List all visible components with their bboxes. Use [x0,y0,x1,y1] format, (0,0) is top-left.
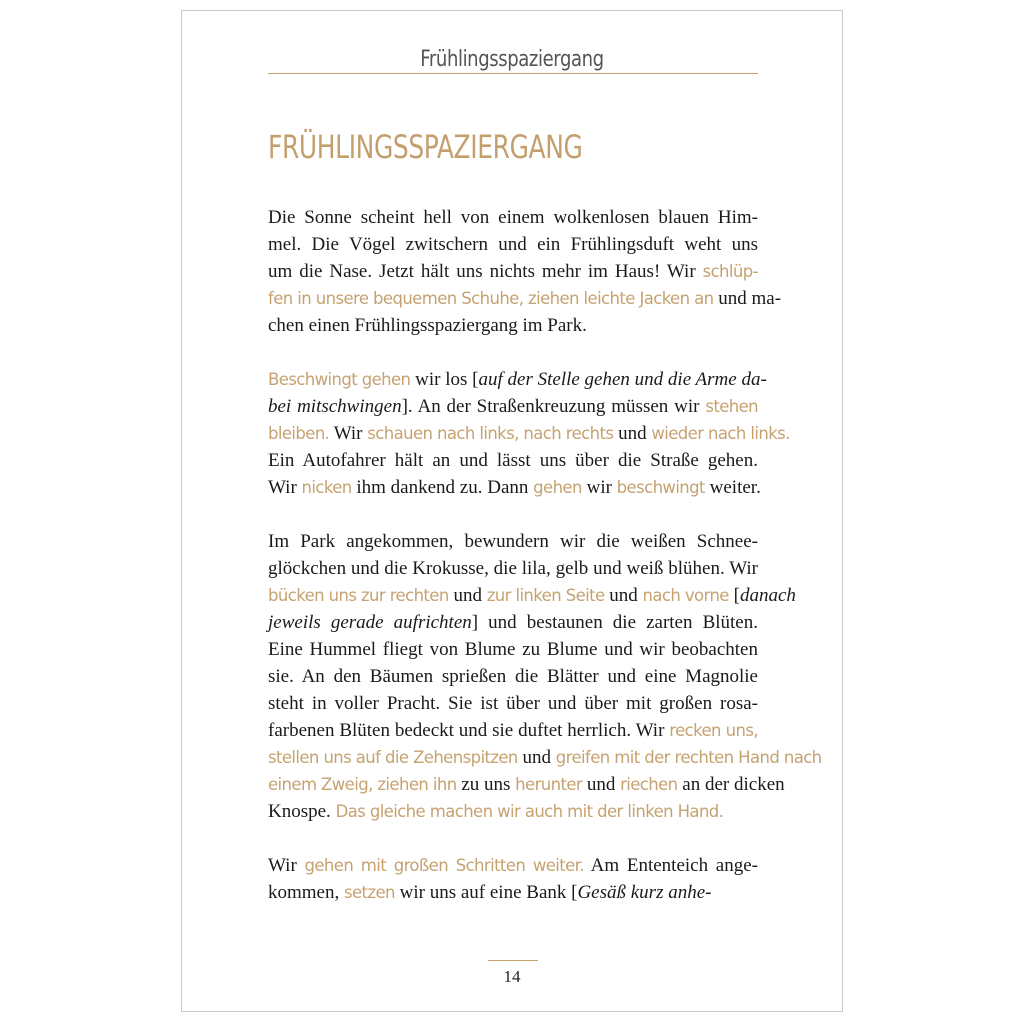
header-rule [268,73,758,74]
text-segment: Im Park angekommen, bewundern wir die weißen Schnee- [268,531,758,552]
highlighted-instruction: schauen nach links, nach rechts [367,424,614,443]
text-segment: Ein Autofahrer hält an und lässt uns über die Straße gehen. [268,450,758,471]
text-segment: ] und bestaunen die zarten Blüten. [471,612,758,633]
text-line [268,285,782,312]
text-line [268,555,758,582]
text-segment: kommen, [268,882,344,903]
text-line [268,582,796,609]
text-line [268,393,758,420]
text-line [268,663,758,690]
text-line [268,690,758,717]
text-segment: weiter. [704,477,761,498]
italic-instruction: jeweils gerade aufrichten [268,612,472,633]
highlighted-instruction: riechen [620,775,678,794]
italic-instruction: auf der Stelle gehen und die Arme da- [478,369,767,390]
highlighted-instruction: Beschwingt gehen [268,370,411,389]
text-segment: mel. Die Vögel zwitschern und ein Frühlingsduft weht uns [268,234,758,255]
text-segment: und ma- [713,288,782,309]
text-line [268,798,758,825]
text-line [268,312,758,339]
highlighted-instruction: fen in unsere bequemen Schuhe, ziehen leichte Jacken an [268,289,714,308]
text-segment: um die Nase. Jetzt hält uns nichts mehr im Haus! Wir [268,261,703,282]
text-segment: zu uns [456,774,516,795]
highlighted-instruction: stehen [705,397,759,416]
paragraph-gap [268,501,758,528]
body-text [268,204,822,906]
text-line [268,204,758,231]
text-segment: ihm dankend zu. Dann [351,477,534,498]
text-segment: Die Sonne scheint hell von einem wolkenlosen blauen Him- [268,207,758,228]
text-segment: Wir [268,855,305,876]
text-line [268,420,790,447]
highlighted-instruction: schlüp- [702,262,758,281]
highlighted-instruction: einem Zweig, ziehen ihn [268,775,457,794]
text-line [268,717,758,744]
highlighted-instruction: stellen uns auf die Zehenspitzen [268,748,518,767]
text-segment: wir los [ [410,369,479,390]
paragraph-gap [268,825,758,852]
italic-instruction: danach [739,585,796,606]
text-segment: Wir [329,423,368,444]
text-segment: sie. An den Bäumen sprießen die Blätter und eine Magnolie [268,666,758,687]
highlighted-instruction: nach vorne [642,586,729,605]
text-segment: und [448,585,487,606]
text-line [268,474,761,501]
running-head: Frühlingsspaziergang [420,47,604,72]
text-segment: und [604,585,643,606]
paragraph-gap [268,339,758,366]
book-page [181,10,843,1012]
text-line [268,609,758,636]
text-segment: Wir [268,477,302,498]
page-number: 14 [503,967,521,986]
highlighted-instruction: wieder nach links. [651,424,790,443]
text-line [268,447,758,474]
italic-instruction: Gesäß kurz anhe- [577,882,712,903]
text-line [268,771,785,798]
text-segment: [ [728,585,740,606]
text-segment: und [613,423,652,444]
text-segment: ]. An der Straßenkreuzung müssen wir [401,396,706,417]
text-line [268,258,758,285]
text-line [268,636,758,663]
highlighted-instruction: zur linken Seite [486,586,605,605]
text-segment: Knospe. [268,801,336,822]
text-segment: glöckchen und die Krokusse, die lila, gelb und weiß blühen. Wir [268,558,758,579]
chapter-title: FRÜHLINGSSPAZIERGANG [268,128,583,166]
text-segment: an der dicken [677,774,785,795]
text-segment: steht in voller Pracht. Sie ist über und über mit großen rosa- [268,693,758,714]
highlighted-instruction: beschwingt [616,478,705,497]
text-segment: wir uns auf eine Bank [ [394,882,578,903]
text-segment: wir [581,477,617,498]
italic-instruction: bei mitschwingen [268,396,402,417]
text-segment: und [582,774,621,795]
text-segment: Eine Hummel fliegt von Blume zu Blume und wir beobachten [268,639,758,660]
text-segment: und [517,747,556,768]
text-segment: farbenen Blüten bedeckt und sie duftet herrlich. Wir [268,720,670,741]
text-line [268,744,822,771]
highlighted-instruction: greifen mit der rechten Hand nach [555,748,822,767]
highlighted-instruction: gehen [533,478,582,497]
text-line [268,528,758,555]
text-line [268,852,758,879]
highlighted-instruction: recken uns, [669,721,758,740]
highlighted-instruction: gehen mit großen Schritten weiter. [304,856,584,875]
highlighted-instruction: bücken uns zur rechten [268,586,449,605]
highlighted-instruction: setzen [344,883,395,902]
text-line [268,231,758,258]
text-segment: chen einen Frühlingsspaziergang im Park. [268,315,587,336]
highlighted-instruction: Das gleiche machen wir auch mit der linken Hand. [335,802,724,821]
highlighted-instruction: herunter [515,775,583,794]
text-line [268,366,767,393]
text-line [268,879,758,906]
footer-rule [488,960,538,961]
text-segment: Am Ententeich ange- [583,855,758,876]
highlighted-instruction: nicken [301,478,352,497]
highlighted-instruction: bleiben. [268,424,330,443]
